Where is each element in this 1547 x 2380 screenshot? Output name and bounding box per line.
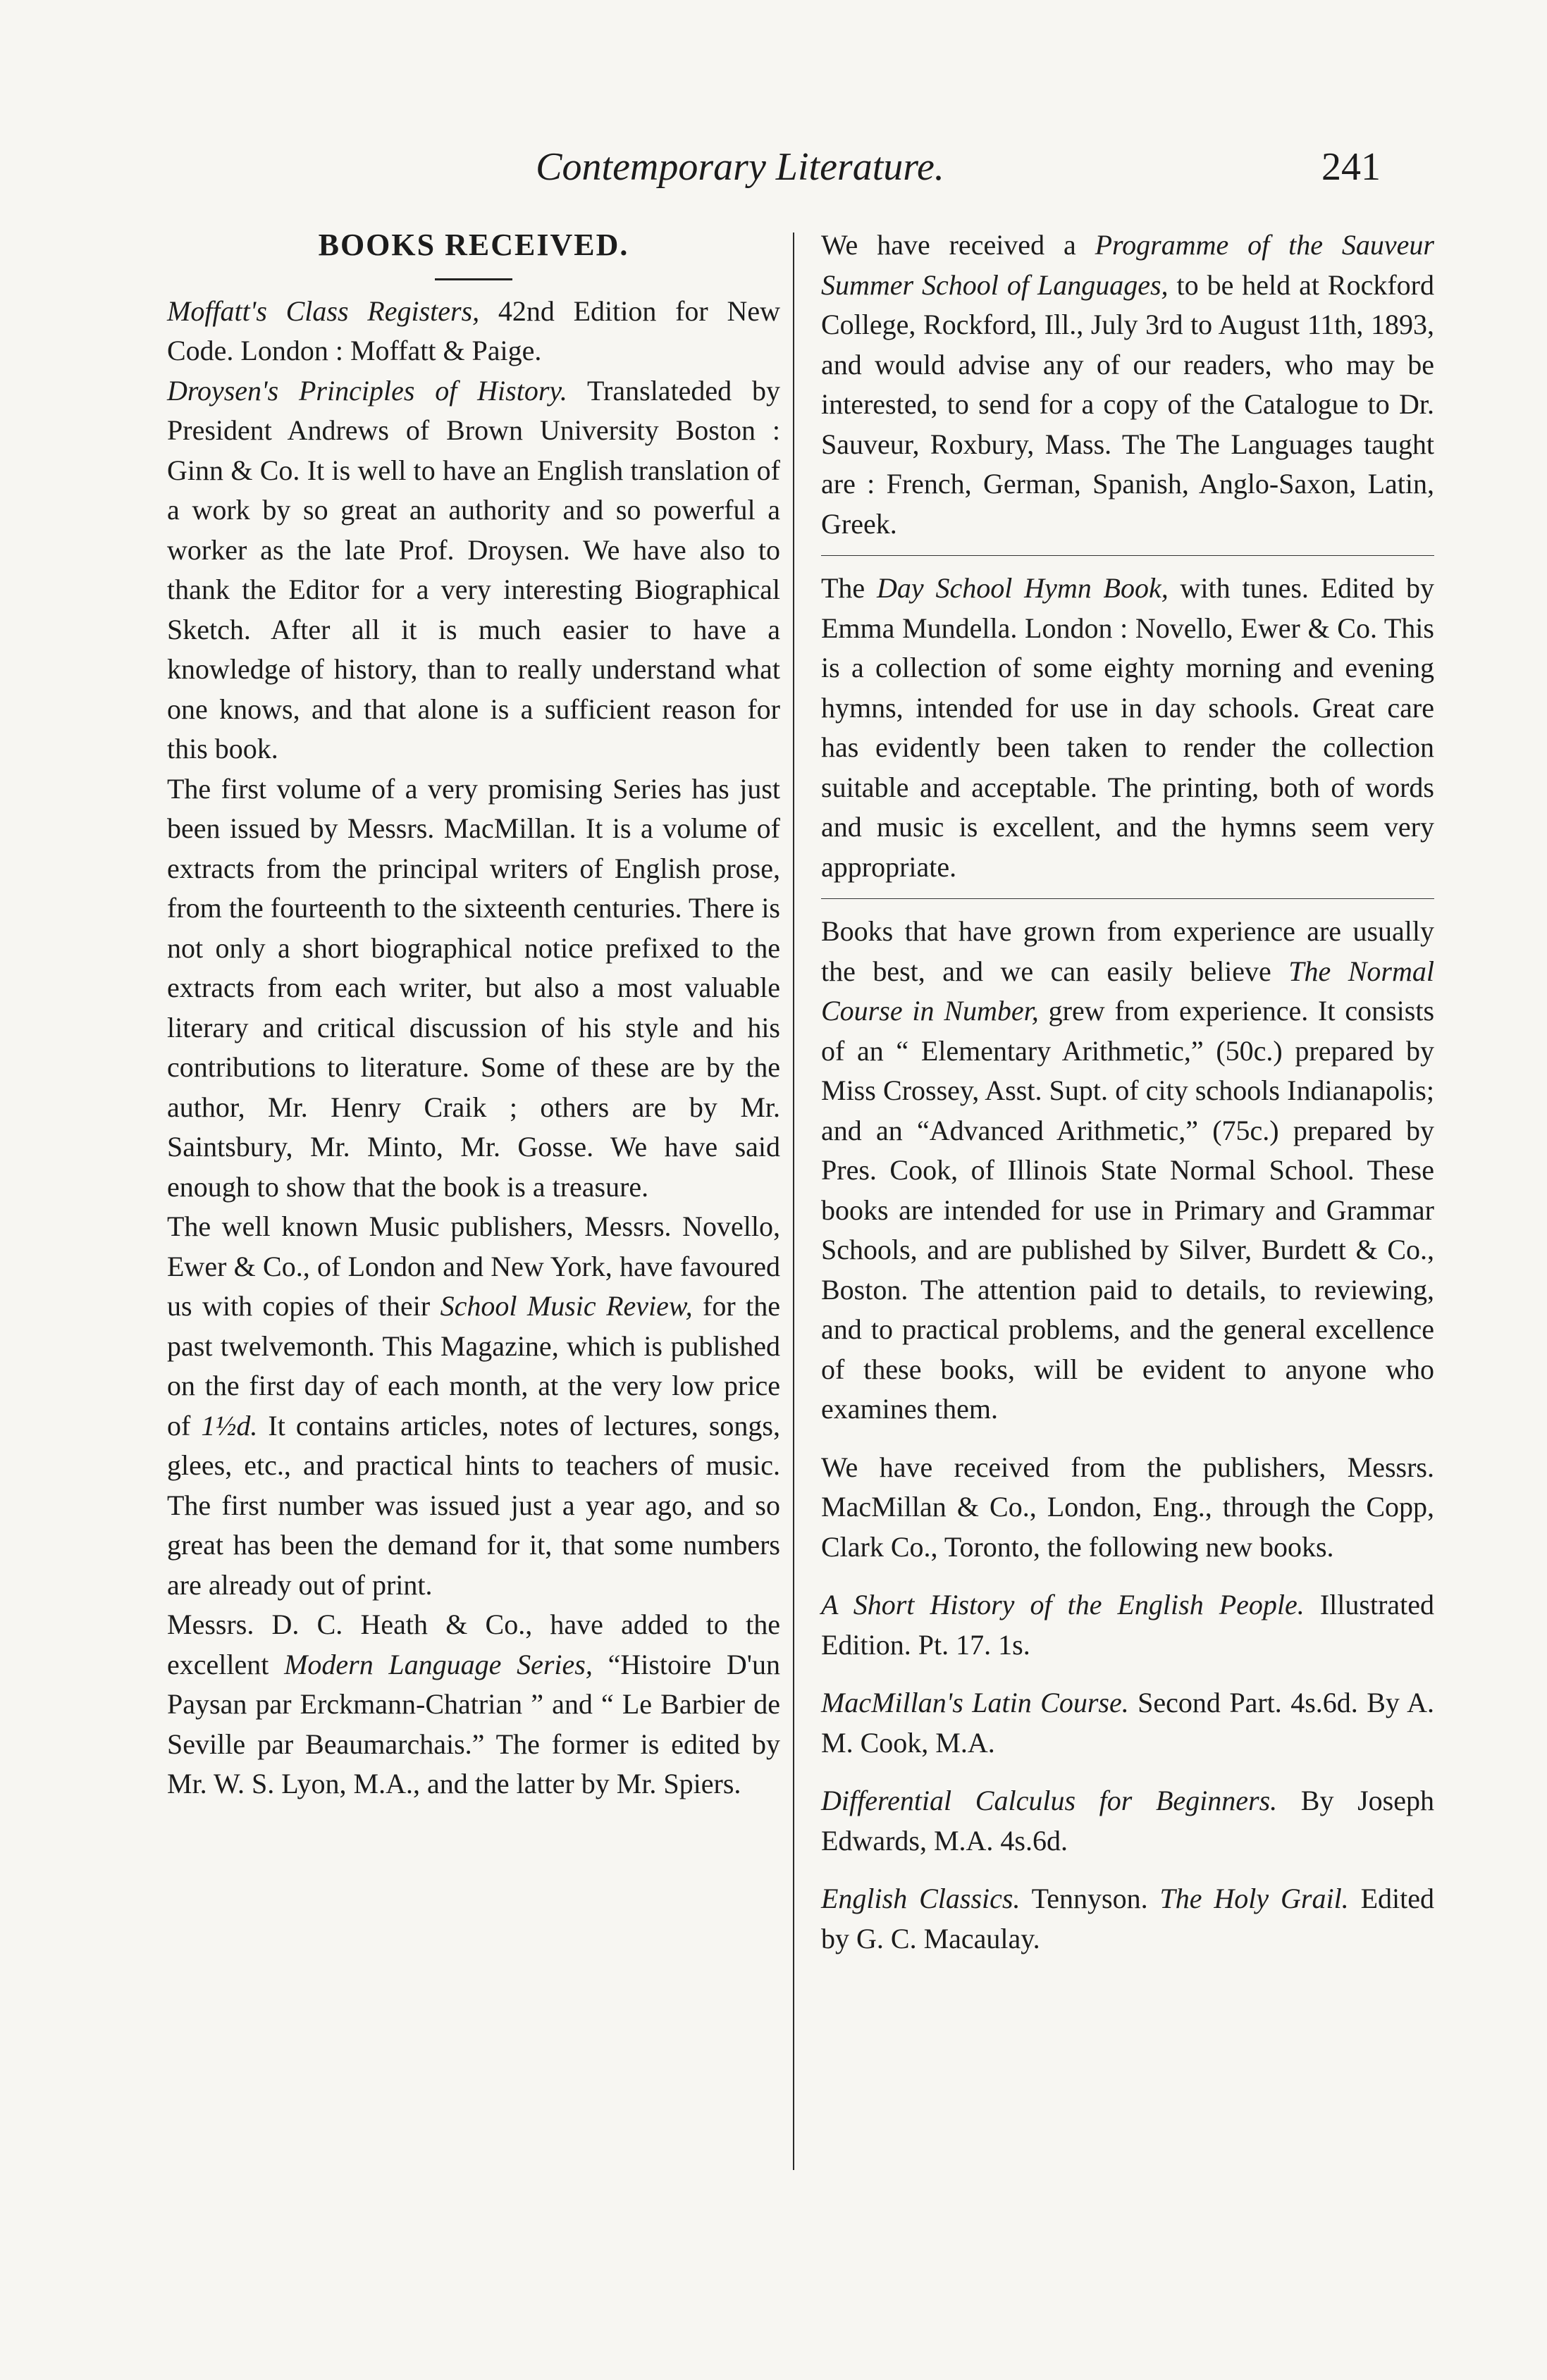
entry-normal-title: The Normal Course in Number, [821,955,1434,1027]
book-holy-grail-title: The Holy Grail. [1159,1883,1349,1914]
entry-droysen-title: Droysen's Principles of History. [167,374,567,407]
entry-english-prose: The first volume of a very promising Series has just been issued by Messrs. MacMillan. It is a volume of extracts from the principal writers of English prose, from the fourteenth to the sixteenth centuries. There is not only a short biographical notice prefixed to the extracts from each writer, but also a most valuable literary and critical discussion of his style and his contributions to literature. Some of these are by the author, Mr. Henry Craik ; others are by Mr. Saintsbury, Mr. Minto, Mr. Gosse. We have said enough to show that the book is a treasure. [167,772,780,1203]
entry-moffatt-text: 42nd Edition for New Code. London : Moffatt & Paige. [167,295,780,366]
entry-hymn-text-1: The [821,572,877,604]
running-title: Contemporary Literature. [536,145,944,189]
entry-gap [821,1763,1434,1781]
entry-sauveur [821,225,1434,544]
entry-separator [821,898,1434,899]
column-divider [793,233,794,2170]
entry-moffatt [167,292,780,371]
entry-music-text-3: It contains articles, notes of lectures, songs, glees, etc., and practical hints to teachers of music. The first number was issued just a year ago, and so great has been the demand for it, that some numbers are already out of print. [167,1409,780,1601]
title-rule [435,278,512,280]
entry-sauveur-text-1: We have received a [821,229,1095,261]
entry-droysen [167,371,780,769]
book-latin-course-text: Second Part. 4s.6d. By A. M. Cook, M.A. [821,1687,1434,1759]
entry-normal-text-1: Books that have grown from experience are usually the best, and we can easily believe [821,915,1434,987]
entry-sauveur-title: Programme of the Sauveur Summer School of Languages, [821,229,1434,301]
entry-gap [821,1567,1434,1585]
book-latin-course-title: MacMillan's Latin Course. [821,1687,1129,1718]
book-short-history-text: Illustrated Edition. Pt. 17. 1s. [821,1589,1435,1661]
entry-music-text-2: for the past twelvemonth. This Magazine, which is published on the first day of each month, at the very low price of [167,1290,780,1442]
entry-heath-text-1: Messrs. D. C. Heath & Co., have added to the excellent [167,1609,780,1680]
book-short-history [821,1585,1434,1665]
book-english-classics-text-2: Edited by G. C. Macaulay. [821,1883,1434,1954]
entry-heath-text-2: “Histoire D'un Paysan par Erckmann-Chatrian ” and “ Le Barbier de Seville par Beaumarchais.” The former is edited by Mr. W. S. Lyon, M.A., and the latter by Mr. Spiers. [167,1648,780,1799]
entry-normal-course [821,912,1434,1430]
entry-gap [821,1430,1434,1448]
book-calculus [821,1781,1434,1861]
left-column [167,225,780,1804]
section-title: BOOKS RECEIVED. [318,228,629,262]
page-number: 241 [1321,145,1381,189]
entry-music-title: School Music Review, [440,1290,693,1322]
entry-music-price: 1½d. [201,1409,258,1442]
book-english-classics-title: English Classics. [821,1883,1021,1914]
entry-hymn-book [821,569,1434,887]
right-column [821,225,1434,1959]
entry-droysen-text: Translateded by President Andrews of Brown University Boston : Ginn & Co. It is well to have an English translation of a work by so great an authority and so powerful a worker as the late Prof. Droysen. We have also to thank the Editor for a very interesting Biographical Sketch. After all it is much easier to have a knowledge of history, than to really understand what one knows, and that alone is a sufficient reason for this book. [167,374,781,764]
entry-music-review [167,1207,780,1605]
entry-hymn-title: Day School Hymn Book, [877,572,1169,604]
book-calculus-title: Differential Calculus for Beginners. [821,1785,1278,1816]
book-english-classics-text-1: Tennyson. [1020,1883,1160,1914]
entry-gap [821,1861,1434,1879]
entry-gap [821,1665,1434,1683]
book-short-history-title: A Short History of the English People. [821,1589,1305,1620]
entry-music-text-1: The well known Music publishers, Messrs. Novello, Ewer & Co., of London and New York, have favoured us with copies of their [167,1210,780,1322]
entry-heath-series: Modern Language Series, [284,1648,593,1680]
book-latin-course [821,1683,1434,1763]
entry-hymn-text-2: with tunes. Edited by Emma Mundella. London : Novello, Ewer & Co. This is a collection of some eighty morning and evening hymns, intended for use in day schools. Great care has evidently been taken to render the collection suitable and acceptable. The printing, both of words and music is excellent, and the hymns seem very appropriate. [821,572,1434,883]
entry-normal-text-2: grew from experience. It consists of an “ Elementary Arithmetic,” (50c.) prepared by Miss Crossey, Asst. Supt. of city schools Indianapolis; and an “Advanced Arithmetic,” (75c.) prepared by Pres. Cook, of Illinois State Normal School. These books are intended for use in Primary and Grammar Schools, and are published by Silver, Burdett & Co., Boston. The attention paid to details, to reviewing, and to practical problems, and the general excellence of these books, will be evident to anyone who examines them. [821,995,1435,1425]
entry-heath [167,1605,780,1804]
entry-macmillan-intro: We have received from the publishers, Messrs. MacMillan & Co., London, Eng., through the Copp, Clark Co., Toronto, the following new books. [821,1451,1434,1563]
book-calculus-text: By Joseph Edwards, M.A. 4s.6d. [821,1785,1434,1857]
book-english-classics [821,1879,1434,1959]
entry-moffatt-title: Moffatt's Class Registers, [167,295,480,327]
entry-separator [821,555,1434,556]
entry-sauveur-text-2: to be held at Rockford College, Rockford, Ill., July 3rd to August 11th, 1893, and would advise any of our readers, who may be interested, to send for a copy of the Catalogue to Dr. Sauveur, Roxbury, Mass. The The Languages taught are : French, German, Spanish, Anglo-Saxon, Latin, Greek. [821,268,1435,540]
